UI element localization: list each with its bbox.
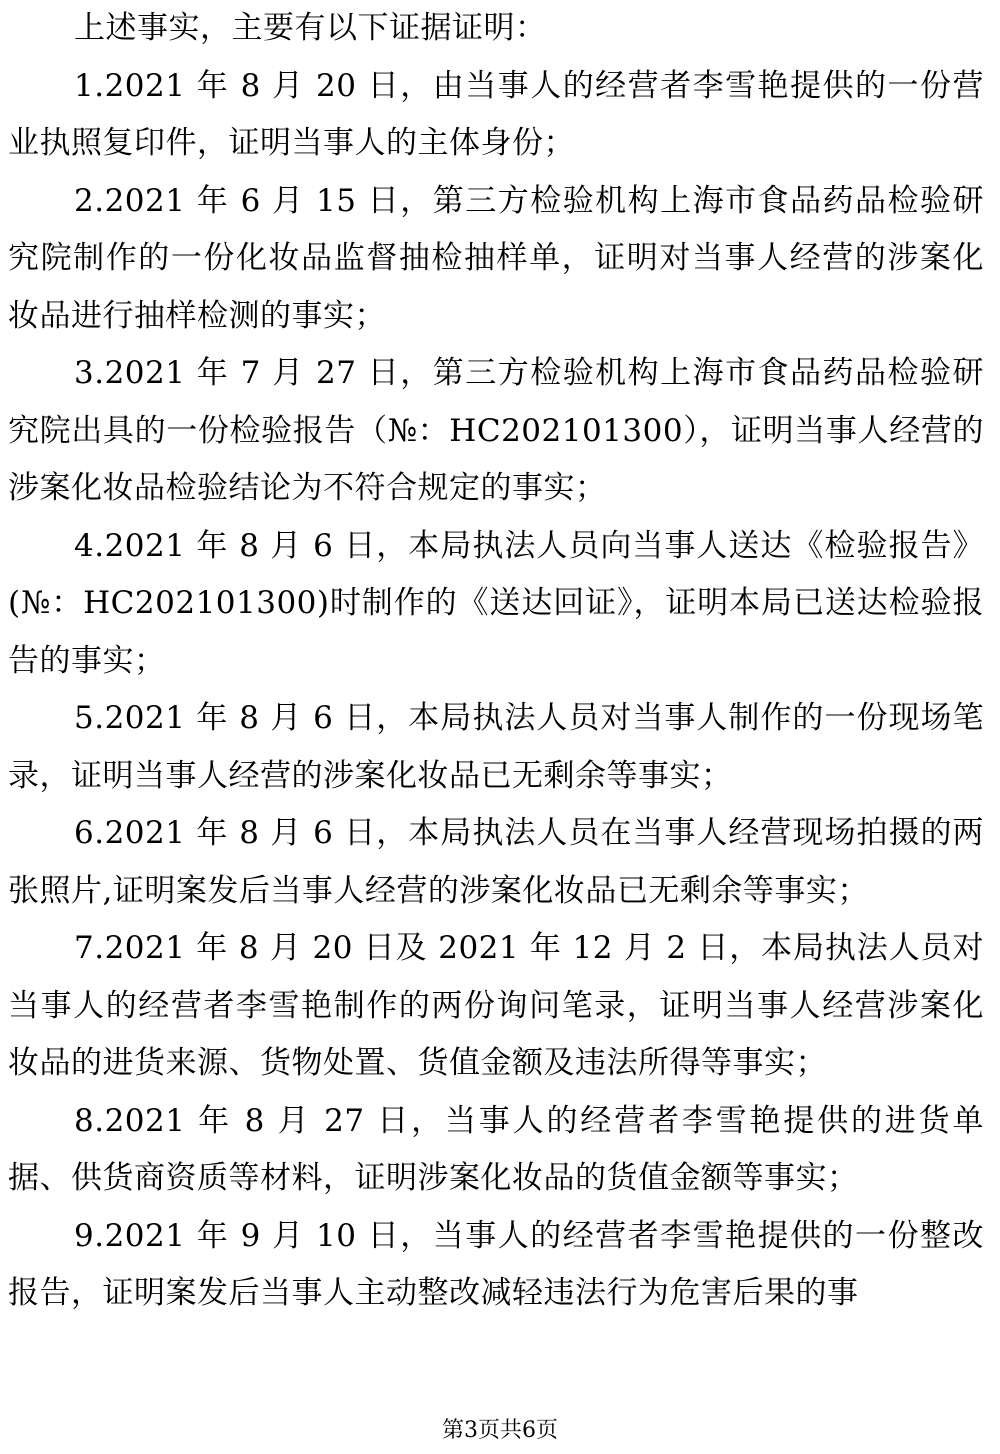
- intro-paragraph: 上述事实，主要有以下证据证明：: [74, 10, 547, 46]
- evidence-item-2: 2.2021 年 6 月 15 日，第三方检验机构上海市食品药品检验研究院制作的一份化妆品监督抽检抽样单，证明对当事人经营的涉案化妆品进行抽样检测的事实；: [8, 182, 984, 334]
- evidence-item-1: 1.2021 年 8 月 20 日，由当事人的经营者李雪艳提供的一份营业执照复印件，证明当事人的主体身份；: [8, 67, 984, 161]
- evidence-item-3: 3.2021 年 7 月 27 日，第三方检验机构上海市食品药品检验研究院出具的一份检验报告（№：HC202101300），证明当事人经营的涉案化妆品检验结论为不符合规定的事实；: [8, 355, 984, 506]
- evidence-item-9: 9.2021 年 9 月 10 日，当事人的经营者李雪艳提供的一份整改报告，证明案发后当事人主动整改减轻违法行为危害后果的事: [8, 1217, 984, 1311]
- evidence-item-5: 5.2021 年 8 月 6 日，本局执法人员对当事人制作的一份现场笔录，证明当事人经营的涉案化妆品已无剩余等事实；: [8, 700, 984, 794]
- evidence-item-4: 4.2021 年 8 月 6 日，本局执法人员向当事人送达《检验报告》(№：HC202101300)时制作的《送达回证》，证明本局已送达检验报告的事实；: [8, 527, 984, 679]
- evidence-item-7: 7.2021 年 8 月 20 日及 2021 年 12 月 2 日，本局执法人员对当事人的经营者李雪艳制作的两份询问笔录，证明当事人经营涉案化妆品的进货来源、货物处置、货值金额及违法所得等事实；: [8, 930, 984, 1081]
- document-body: [8, 0, 984, 1323]
- evidence-item-6: 6.2021 年 8 月 6 日，本局执法人员在当事人经营现场拍摄的两张照片,证明案发后当事人经营的涉案化妆品已无剩余等事实；: [8, 815, 984, 909]
- page-number-footer: 第3页共6页: [442, 1418, 558, 1443]
- evidence-item-8: 8.2021 年 8 月 27 日，当事人的经营者李雪艳提供的进货单据、供货商资质等材料，证明涉案化妆品的货值金额等事实；: [8, 1102, 984, 1196]
